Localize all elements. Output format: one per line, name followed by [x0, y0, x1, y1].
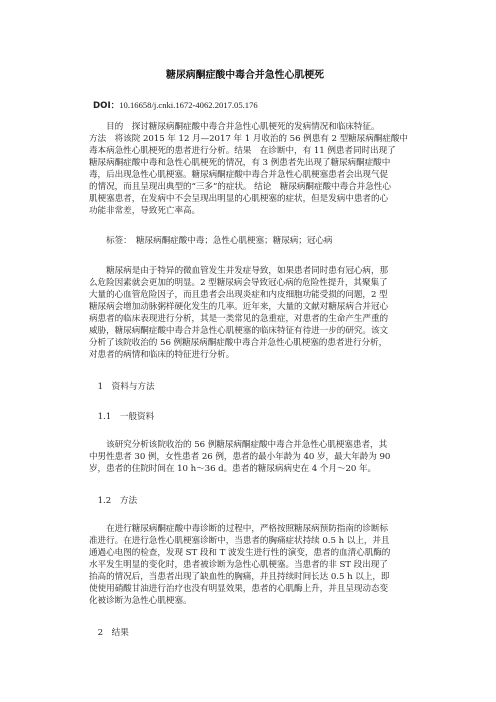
- general-line: 中男性患者 30 例，女性患者 26 例，患者的最小年龄为 40 岁，最大年龄为 90: [89, 452, 391, 462]
- doi-label: DOI：: [93, 101, 120, 111]
- intro-line: 糖尿病是由于特异的微血管发生并发症导致，如果患者同时患有冠心病，那: [89, 266, 389, 276]
- abstract-line: 的情况，而且呈现出典型的“三多”的症状。 结论 糖尿病酮症酸中毒合并急性心: [89, 182, 391, 192]
- general-line: 该研究分析该院收治的 56 例糖尿病酮症酸中毒合并急性心肌梗塞患者，其: [89, 440, 388, 450]
- abstract-line: 目的 探讨糖尿病酮症酸中毒合并急性心肌梗死的发病情况和临床特征。: [89, 122, 380, 132]
- doi-value: 10.16658/j.cnki.1672-4062.2017.05.176: [119, 100, 258, 110]
- method-line: 化被诊断为急性心肌梗塞。: [89, 596, 192, 606]
- intro-line: 大量的心血管危险因子，而且患者会出现炎症和内皮细胞功能受损的问题，2 型: [89, 290, 388, 300]
- abstract-line: 方法 将该院 2015 年 12 月—2017 年 1 月收治的 56 例患有 2 型糖尿病酮症酸中: [89, 134, 408, 144]
- method-line: 抬高的情况后，当患者出现了缺血性的胸痛，并且持续时间长达 0.5 h 以上，即: [89, 572, 390, 582]
- subsection-heading: 1.1 一般资料: [89, 412, 155, 422]
- general-line: 岁，患者的住院时间在 10 h～36 d。患者的糖尿病病史在 4 个月～20 年。: [89, 464, 377, 474]
- abstract-line: 毒，后出现急性心肌梗塞。糖尿病酮症酸中毒合并急性心肌梗塞患者会出现气促: [89, 170, 389, 180]
- method-line: 通過心电图的检查，发现 ST 段和 T 波发生进行性的演变，患者的血清心肌酶的: [89, 548, 391, 558]
- method-line: 使使用硝酸甘油进行治疗也没有明显效果，患者的心肌酶上升，并且呈现动态变: [89, 584, 389, 594]
- intro-line: 威胁，糖尿病酮症酸中毒合并急性心肌梗塞的临床特征有待进一步的研究。该文: [89, 326, 389, 336]
- article-title: 糖尿病酮症酸中毒合并急性心肌梗死: [165, 70, 325, 81]
- abstract-line: 毒本病急性心肌梗死的患者进行分析。结果 在诊断中，有 11 例患者同时出现了: [89, 146, 396, 156]
- abstract-line: 肌梗塞患者，在发病中不会呈现出明显的心肌梗塞的症状，但是发病中患者的心: [89, 194, 389, 204]
- section-heading: 2 结果: [89, 628, 129, 638]
- section-heading: 1 资料与方法: [89, 382, 155, 392]
- intro-line: 对患者的病情和临床的特征进行分析。: [89, 350, 235, 360]
- subsection-heading: 1.2 方法: [89, 496, 138, 506]
- method-line: 水平发生明显的变化时，患者被诊断为急性心肌梗塞。当患者的非 ST 段出现了: [89, 560, 388, 570]
- intro-line: 病患者的临床表现进行分析，其是一类常见的急重症，对患者的生命产生严重的: [89, 314, 389, 324]
- intro-line: 分析了该院收治的 56 例糖尿病酮症酸中毒合并急性心肌梗塞的患者进行分析，: [89, 338, 388, 348]
- abstract-line: 糖尿病酮症酸中毒和急性心肌梗死的情况，有 3 例患者先出现了糖尿病酮症酸中: [89, 158, 391, 168]
- intro-line: 糖尿病会增加动脉粥样硬化发生的几率。近年来，大量的文献对糖尿病合并冠心: [89, 302, 389, 312]
- method-line: 在进行糖尿病酮症酸中毒诊断的过程中，严格按照糖尿病预防指南的诊断标: [89, 524, 389, 534]
- abstract-line: 功能非常差，导致死亡率高。: [89, 206, 201, 216]
- intro-line: 么危险因素就会更加的明显。2 型糖尿病会导致冠心病的危险性提升，其聚集了: [89, 278, 388, 288]
- doi-line: [93, 99, 258, 111]
- method-line: 准进行。在进行急性心肌梗塞诊断中，当患者的胸痛症状持续 0.5 h 以上，并且: [89, 536, 390, 546]
- keywords-line: 标签： 糖尿病酮症酸中毒；急性心肌梗塞；糖尿病；冠心病: [89, 236, 333, 246]
